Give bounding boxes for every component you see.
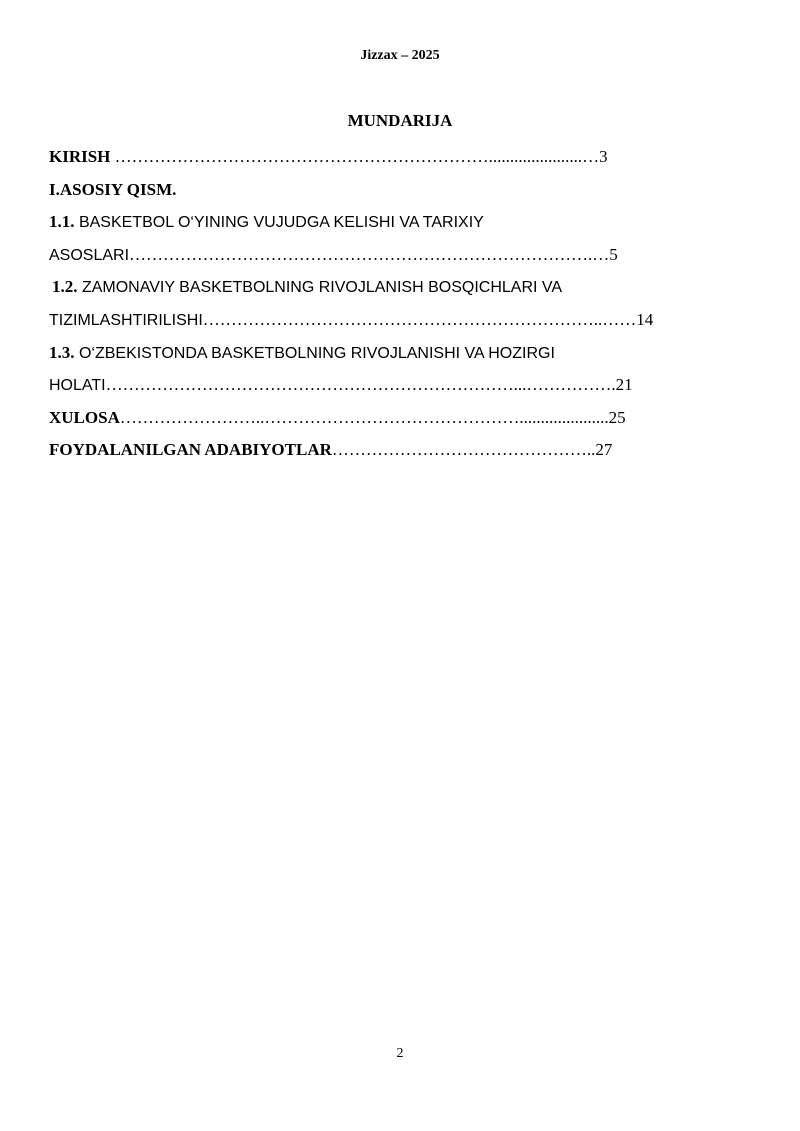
- toc-entry-kirish: [49, 144, 749, 177]
- toc-entry-title: ASOSLARI: [49, 246, 130, 264]
- toc-dot-leader: ……………………………………………………………..……: [202, 309, 637, 329]
- toc-dot-leader: …………………………………………………………......................…: [110, 147, 600, 166]
- toc-page-number: 14: [636, 309, 654, 329]
- toc-dot-leader: ……………………..……………………………………….....................: [119, 407, 609, 427]
- toc-page-number: 3: [599, 147, 608, 166]
- table-of-contents: [49, 144, 749, 470]
- toc-entry-1-1: [49, 209, 749, 242]
- toc-entry-number: 1.1.: [49, 212, 75, 232]
- toc-entry-1-1-continued: [49, 242, 749, 275]
- toc-dot-leader: ……………………………………………………………………….…: [129, 244, 610, 264]
- toc-entry-label: I.ASOSIY QISM.: [49, 179, 177, 199]
- toc-dot-leader: ………………………………………………………………...…………….: [105, 375, 616, 395]
- toc-entry-title: TIZIMLASHTIRILISHI: [49, 311, 203, 329]
- document-header: Jizzax – 2025: [360, 48, 440, 63]
- toc-page-number: .27: [591, 440, 613, 460]
- toc-section-heading: [49, 177, 749, 210]
- toc-dot-leader: ……………………………………….: [331, 440, 592, 460]
- toc-entry-1-3-continued: [49, 372, 749, 405]
- toc-entry-title: ZAMONAVIY BASKETBOLNING RIVOJLANISH BOSQICHLARI VA: [77, 279, 563, 297]
- toc-entry-label: KIRISH: [49, 147, 111, 166]
- toc-entry-1-3: [49, 340, 749, 373]
- toc-entry-title: O‘ZBEKISTONDA BASKETBOLNING RIVOJLANISHI VA HOZIRGI: [74, 344, 555, 362]
- toc-entry-label: XULOSA: [49, 407, 120, 427]
- toc-page-number: 25: [608, 407, 626, 427]
- toc-entry-title: HOLATI: [49, 377, 106, 395]
- toc-title: MUNDARIJA: [347, 111, 453, 130]
- toc-entry-number: 1.2.: [52, 277, 78, 297]
- page-number: 2: [396, 1046, 404, 1061]
- toc-page-number: 5: [609, 244, 618, 264]
- toc-entry-xulosa: [49, 405, 749, 438]
- toc-entry-label: FOYDALANILGAN ADABIYOTLAR: [49, 440, 332, 460]
- toc-entry-title: BASKETBOL O‘YINING VUJUDGA KELISHI VA TARIXIY: [74, 214, 484, 232]
- toc-entry-adabiyotlar: [49, 437, 749, 470]
- toc-entry-number: 1.3.: [49, 342, 75, 362]
- toc-entry-1-2-continued: [49, 307, 749, 340]
- toc-entry-1-2: [49, 274, 749, 307]
- toc-page-number: 21: [615, 375, 633, 395]
